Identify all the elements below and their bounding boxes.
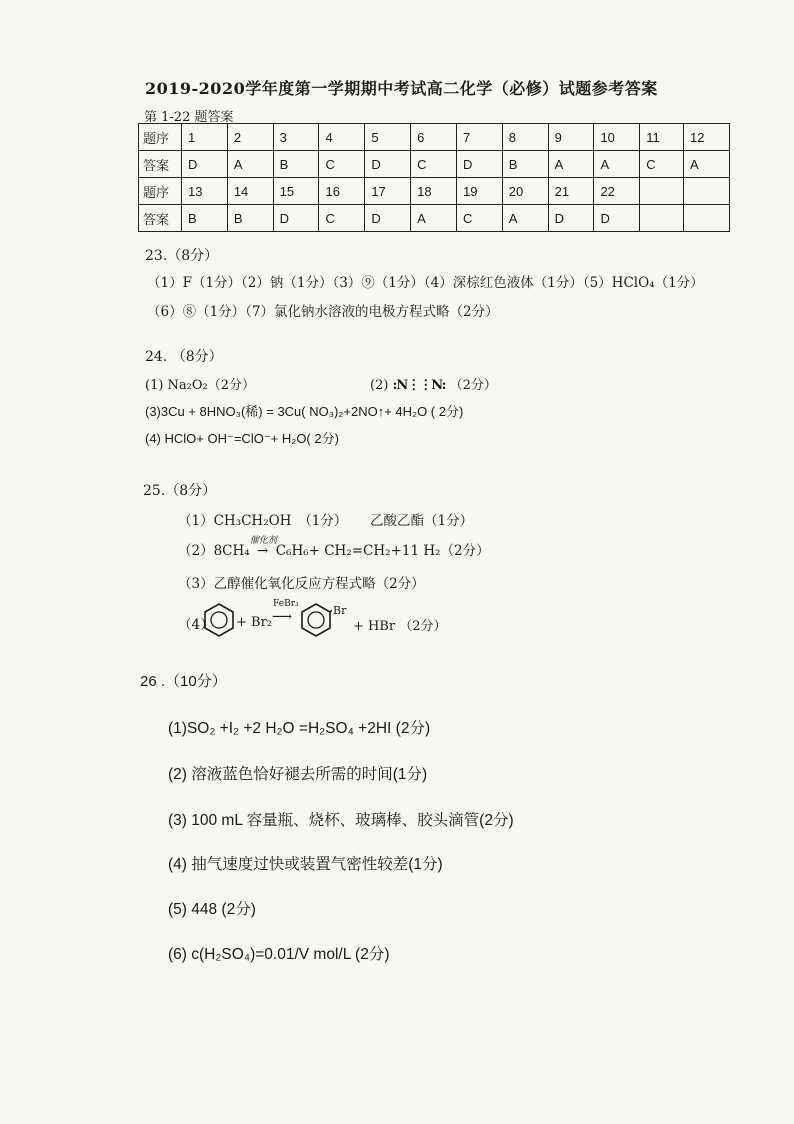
- q26-part-1: (1)SO₂ +I₂ +2 H₂O =H₂SO₄ +2HI (2分): [168, 720, 431, 737]
- q25-part-4-products: + HBr （2分）: [353, 619, 447, 634]
- reaction-condition: 催化剂: [249, 536, 277, 546]
- table-cell: D: [365, 205, 411, 232]
- table-cell: A: [227, 151, 273, 178]
- q25-header: 25.（8分）: [143, 483, 217, 499]
- table-cell: 9: [548, 124, 594, 151]
- q25-part-4-reagent: + Br₂: [236, 615, 273, 630]
- reaction-arrow-icon: ⟶: [272, 609, 293, 625]
- n2-electron-formula: :N⋮⋮N:: [392, 378, 446, 393]
- q24-part-3: (3)3Cu + 8HNO₃(稀) = 3Cu( NO₃)₂+2NO↑+ 4H₂O ( 2分): [145, 404, 464, 419]
- bromine-substituent: Br: [333, 604, 347, 617]
- q24-part-2: [370, 374, 497, 393]
- q25-part-3: （3）乙醇催化氧化反应方程式略（2分）: [178, 576, 425, 592]
- table-cell: B: [227, 205, 273, 232]
- q23-line-2: （6）⑧（1分）（7）氯化钠水溶液的电极方程式略（2分）: [147, 304, 499, 320]
- page-title: 2019-2020学年度第一学期期中考试高二化学（必修）试题参考答案: [145, 79, 658, 98]
- table-cell: 5: [365, 124, 411, 151]
- q25-part-4-catalyst: FeBr₃: [273, 599, 299, 609]
- table-cell: 8: [502, 124, 548, 151]
- q25-part-2: [178, 536, 490, 559]
- q25-part-2-left: （2）8CH₄: [178, 543, 250, 559]
- table-cell: B: [273, 151, 319, 178]
- table-row-numbers-1: [139, 124, 730, 151]
- table-cell: A: [411, 205, 457, 232]
- q24-part-2-score: （2分）: [449, 378, 497, 393]
- table-cell: D: [594, 205, 640, 232]
- q25-part-1a: （1）CH₃CH₂OH （1分）: [178, 513, 348, 529]
- reaction-arrow: 催化剂 →: [250, 543, 276, 559]
- table-row-answers-1: [139, 151, 730, 178]
- table-cell: 2: [227, 124, 273, 151]
- table-cell: A: [548, 151, 594, 178]
- table-cell: 20: [502, 178, 548, 205]
- table-cell: 15: [273, 178, 319, 205]
- table-cell: 4: [319, 124, 365, 151]
- table-cell: D: [456, 151, 502, 178]
- row-header-answer: 答案: [139, 151, 182, 178]
- benzene-icon: [203, 602, 235, 638]
- table-cell: 18: [411, 178, 457, 205]
- table-cell: 12: [684, 124, 730, 151]
- q23-line-1: （1）F（1分）（2）钠（1分）（3）⑨（1分）（4）深棕红色液体（1分）（5）HClO₄（1分）: [147, 275, 704, 291]
- q26-part-4: (4) 抽气速度过快或装置气密性较差(1分): [168, 856, 443, 873]
- table-cell: A: [684, 151, 730, 178]
- table-row-numbers-2: [139, 178, 730, 205]
- q24-header: 24. （8分）: [145, 349, 223, 365]
- table-cell: D: [182, 151, 228, 178]
- row-header-answer: 答案: [139, 205, 182, 232]
- q25-part-2-right: C₆H₆+ CH₂=CH₂+11 H₂（2分）: [275, 543, 490, 559]
- table-cell: A: [594, 151, 640, 178]
- table-cell: 21: [548, 178, 594, 205]
- table-cell: A: [502, 205, 548, 232]
- q25-part-4-label: （4）: [178, 617, 214, 633]
- q26-part-5: (5) 448 (2分): [168, 901, 256, 918]
- q26-part-3: (3) 100 mL 容量瓶、烧杯、玻璃棒、胶头滴管(2分): [168, 812, 514, 829]
- table-cell: D: [273, 205, 319, 232]
- table-cell: 14: [227, 178, 273, 205]
- table-cell: D: [548, 205, 594, 232]
- table-cell: 16: [319, 178, 365, 205]
- table-cell: 7: [456, 124, 502, 151]
- row-header-number: 题序: [139, 124, 182, 151]
- q26-part-2: (2) 溶液蓝色恰好褪去所需的时间(1分): [168, 766, 428, 783]
- row-header-number: 题序: [139, 178, 182, 205]
- table-cell: 17: [365, 178, 411, 205]
- bromobenzene-icon: [300, 602, 332, 638]
- table-row-answers-2: [139, 205, 730, 232]
- q25-part-1b: 乙酸乙酯（1分）: [370, 513, 474, 529]
- table-cell: [684, 178, 730, 205]
- table-cell: 13: [182, 178, 228, 205]
- q23-header: 23.（8分）: [145, 248, 219, 264]
- table-cell: C: [411, 151, 457, 178]
- table-cell: B: [182, 205, 228, 232]
- q26-header: 26 .（10分）: [140, 673, 227, 690]
- table-cell: B: [502, 151, 548, 178]
- table-cell: 22: [594, 178, 640, 205]
- q24-part-2-label: (2): [370, 378, 389, 393]
- table-cell: C: [456, 205, 502, 232]
- table-cell: 10: [594, 124, 640, 151]
- q26-part-6: (6) c(H₂SO₄)=0.01/V mol/L (2分): [168, 946, 390, 963]
- q24-part-1: (1) Na₂O₂（2分）: [145, 378, 256, 393]
- table-cell: 11: [640, 124, 684, 151]
- table-cell: C: [640, 151, 684, 178]
- table-cell: [640, 205, 684, 232]
- q24-part-4: (4) HClO+ OH⁻=ClO⁻+ H₂O( 2分): [145, 431, 339, 446]
- table-caption: 第 1-22 题答案: [144, 110, 234, 125]
- table-cell: C: [319, 151, 365, 178]
- answer-table: [138, 123, 730, 232]
- table-cell: 1: [182, 124, 228, 151]
- table-cell: [640, 178, 684, 205]
- table-cell: [684, 205, 730, 232]
- table-cell: 3: [273, 124, 319, 151]
- table-cell: 19: [456, 178, 502, 205]
- table-cell: C: [319, 205, 365, 232]
- table-cell: D: [365, 151, 411, 178]
- table-cell: 6: [411, 124, 457, 151]
